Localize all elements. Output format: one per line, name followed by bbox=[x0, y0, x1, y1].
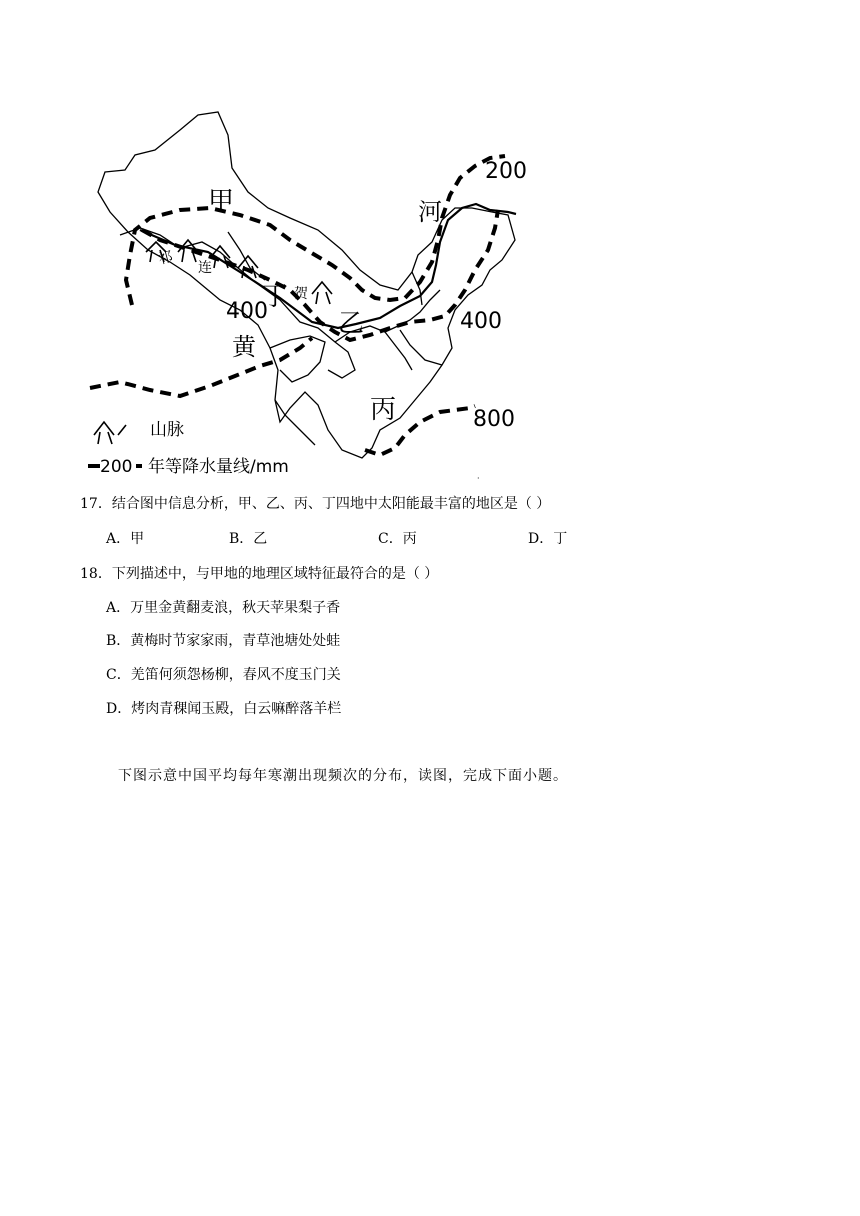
region-jia-label: 甲 bbox=[208, 187, 235, 217]
region-ding-label: 丁 bbox=[262, 282, 289, 312]
legend-isoline-label: 年等降水量线/mm bbox=[148, 457, 289, 477]
question-17 bbox=[80, 495, 550, 513]
question-18-number: 18． bbox=[80, 566, 112, 582]
region-bing-label: 丙 bbox=[370, 395, 397, 425]
question-17-stem: 结合图中信息分析，甲、乙、丙、丁四地中太阳能最丰富的地区是（ ） bbox=[111, 496, 551, 512]
isoline-200-label: 200 bbox=[485, 159, 527, 184]
isoline-800-label: 800 bbox=[473, 407, 515, 432]
question-18-option-b[interactable]: B．黄梅时节家家雨，青草池塘处处蛙 bbox=[106, 633, 341, 649]
question-17-number: 17． bbox=[80, 496, 112, 512]
question-17-option-c[interactable]: C．丙 bbox=[378, 531, 417, 547]
question-18 bbox=[80, 565, 438, 583]
legend bbox=[88, 420, 289, 477]
stray-dot: · bbox=[477, 474, 480, 483]
mountain-char-2: 连 bbox=[198, 260, 212, 276]
mountain-char-1: 祁 bbox=[156, 248, 175, 268]
map-svg bbox=[80, 100, 540, 480]
legend-mountain-icon bbox=[94, 422, 126, 444]
question-18-option-c[interactable]: C．羌笛何须怨杨柳，春风不度玉门关 bbox=[106, 667, 341, 683]
next-section-intro: 下图示意中国平均每年寒潮出现频次的分布，读图，完成下面小题。 bbox=[118, 768, 568, 784]
question-17-option-a[interactable]: A．甲 bbox=[106, 531, 145, 547]
legend-mountain-label: 山脉 bbox=[150, 420, 184, 440]
river-he-label: 河 bbox=[418, 198, 442, 226]
question-18-option-d[interactable]: D．烤肉青稞闻玉殿，白云嘛醉落羊栏 bbox=[106, 701, 342, 717]
question-18-option-a[interactable]: A．万里金黄翻麦浪，秋天苹果梨子香 bbox=[106, 600, 341, 616]
river-huang-label: 黄 bbox=[232, 333, 256, 361]
question-17-option-b[interactable]: B．乙 bbox=[229, 531, 268, 547]
legend-isoline-value: 200 bbox=[100, 457, 133, 477]
isoline-400-right-label: 400 bbox=[460, 309, 502, 334]
province-boundaries bbox=[98, 112, 515, 458]
question-17-option-d[interactable]: D．丁 bbox=[528, 531, 568, 547]
mountain-char-3: 贺 bbox=[294, 286, 308, 302]
region-yi-label: 乙 bbox=[338, 309, 365, 339]
question-18-stem: 下列描述中，与甲地的地理区域特征最符合的是（ ） bbox=[111, 566, 439, 582]
isolines bbox=[90, 156, 505, 455]
isoline-400-left-label: 400 bbox=[226, 299, 268, 324]
precipitation-map bbox=[80, 100, 540, 480]
